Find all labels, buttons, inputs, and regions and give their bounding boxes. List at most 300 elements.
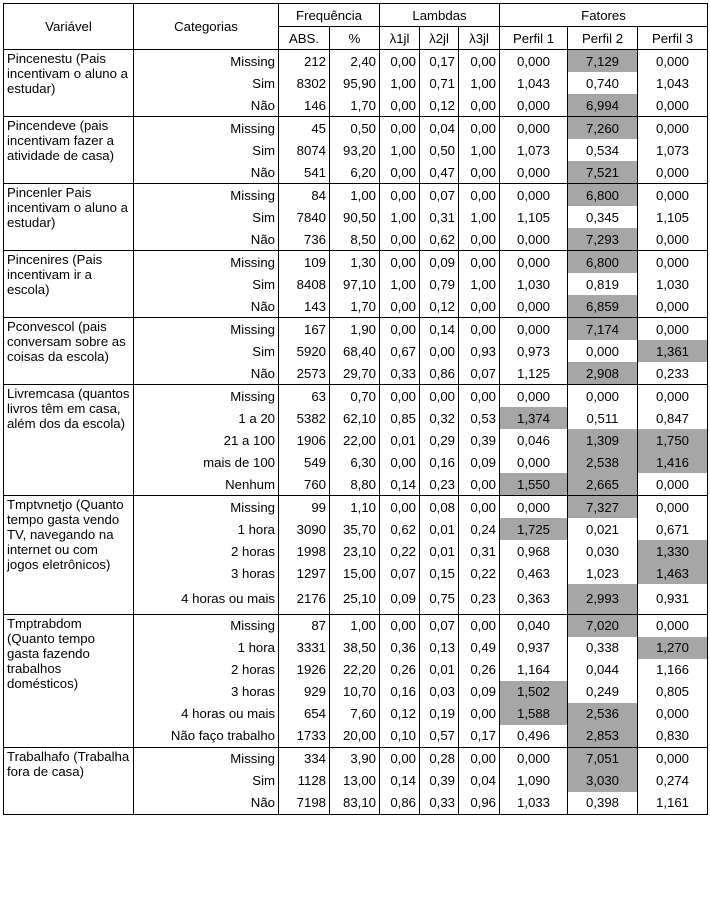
lambda1-cell: 0,14 bbox=[380, 770, 420, 792]
perfil1-cell: 0,000 bbox=[500, 50, 568, 73]
lambda2-cell: 0,01 bbox=[420, 540, 459, 562]
variable-name: Trabalhafo (Trabalha fora de casa) bbox=[4, 747, 134, 814]
lambda2-cell: 0,13 bbox=[420, 637, 459, 659]
abs-cell: 760 bbox=[279, 473, 330, 496]
category-cell: Missing bbox=[134, 385, 279, 408]
category-cell: 3 horas bbox=[134, 681, 279, 703]
pct-cell: 1,00 bbox=[330, 184, 380, 207]
abs-cell: 45 bbox=[279, 117, 330, 140]
perfil3-cell: 0,805 bbox=[656, 684, 690, 699]
category-cell: Missing bbox=[134, 184, 279, 207]
perfil2-cell: 7,020 bbox=[568, 614, 638, 637]
lambda1-cell: 1,00 bbox=[380, 139, 420, 161]
lambda3-cell: 0,00 bbox=[459, 473, 500, 496]
pct-cell: 22,00 bbox=[330, 429, 380, 451]
variable-group bbox=[4, 318, 708, 385]
perfil3-cell: 1,270 bbox=[638, 637, 708, 659]
abs-cell: 5920 bbox=[279, 340, 330, 362]
abs-cell: 3090 bbox=[279, 518, 330, 540]
perfil2-cell: 6,800 bbox=[568, 251, 638, 274]
category-cell: Não bbox=[134, 228, 279, 251]
lambda2-cell: 0,00 bbox=[420, 385, 459, 408]
category-cell: Não bbox=[134, 295, 279, 318]
perfil3-cell: 0,847 bbox=[656, 410, 690, 426]
header-perfil1: Perfil 1 bbox=[500, 27, 568, 50]
lambda1-cell: 0,00 bbox=[380, 228, 420, 251]
lambda3-cell: 0,00 bbox=[459, 385, 500, 408]
abs-cell: 541 bbox=[279, 161, 330, 184]
lambda2-cell: 0,86 bbox=[420, 362, 459, 385]
header-pct: % bbox=[330, 27, 380, 50]
table-row bbox=[4, 614, 708, 637]
perfil1-cell: 1,090 bbox=[500, 770, 568, 792]
perfil3-cell: 1,166 bbox=[656, 662, 690, 677]
lambda1-cell: 0,00 bbox=[380, 117, 420, 140]
pct-cell: 6,20 bbox=[330, 161, 380, 184]
perfil3-cell: 0,000 bbox=[638, 184, 708, 207]
lambda2-cell: 0,07 bbox=[420, 614, 459, 637]
lambda3-cell: 1,00 bbox=[459, 273, 500, 295]
lambda3-cell: 0,23 bbox=[459, 584, 500, 614]
abs-cell: 2573 bbox=[279, 362, 330, 385]
pct-cell: 2,40 bbox=[330, 50, 380, 73]
category-cell: Missing bbox=[134, 117, 279, 140]
perfil3-cell: 0,000 bbox=[638, 50, 708, 73]
perfil3-cell: 0,274 bbox=[656, 773, 690, 788]
category-cell: Não bbox=[134, 362, 279, 385]
lambda1-cell: 0,00 bbox=[380, 318, 420, 341]
lambda3-cell: 0,24 bbox=[459, 518, 500, 540]
lambda3-cell: 0,09 bbox=[459, 451, 500, 473]
perfil1-cell: 0,937 bbox=[500, 637, 568, 659]
perfil3-cell: 0,931 bbox=[656, 591, 690, 607]
lambda3-cell: 0,96 bbox=[459, 792, 500, 815]
lambda1-cell: 0,00 bbox=[380, 94, 420, 117]
variable-name: Pincenires (Pais incentivam ir a escola) bbox=[4, 251, 134, 318]
perfil1-cell: 1,374 bbox=[500, 407, 568, 429]
header-lambda2: λ2jl bbox=[420, 27, 459, 50]
abs-cell: 1998 bbox=[279, 540, 330, 562]
header-lambda3: λ3jl bbox=[459, 27, 500, 50]
perfil3-cell: 0,000 bbox=[656, 164, 690, 180]
lambda1-cell: 0,36 bbox=[380, 637, 420, 659]
pct-cell: 22,20 bbox=[330, 659, 380, 681]
perfil2-cell: 2,665 bbox=[568, 473, 638, 496]
pct-cell: 8,80 bbox=[330, 473, 380, 496]
perfil1-cell: 1,164 bbox=[500, 659, 568, 681]
perfil3-cell: 0,000 bbox=[656, 97, 690, 113]
abs-cell: 63 bbox=[279, 385, 330, 408]
pct-cell: 1,70 bbox=[330, 94, 380, 117]
category-cell: 4 horas ou mais bbox=[134, 703, 279, 725]
abs-cell: 87 bbox=[279, 614, 330, 637]
category-cell: Não faço trabalho bbox=[134, 725, 279, 748]
lambda3-cell: 0,00 bbox=[459, 295, 500, 318]
lambda3-cell: 0,07 bbox=[459, 362, 500, 385]
lambda2-cell: 0,50 bbox=[420, 139, 459, 161]
lambda2-cell: 0,12 bbox=[420, 94, 459, 117]
category-cell: Não bbox=[134, 94, 279, 117]
abs-cell: 167 bbox=[279, 318, 330, 341]
pct-cell: 29,70 bbox=[330, 362, 380, 385]
abs-cell: 1733 bbox=[279, 725, 330, 748]
perfil2-cell: 0,819 bbox=[568, 273, 638, 295]
table-row bbox=[4, 385, 708, 408]
perfil2-cell: 6,994 bbox=[568, 94, 638, 117]
lambda3-cell: 0,00 bbox=[459, 117, 500, 140]
perfil2-cell: 0,740 bbox=[568, 72, 638, 94]
lambda3-cell: 0,09 bbox=[459, 681, 500, 703]
perfil2-cell: 7,521 bbox=[568, 161, 638, 184]
lambda3-cell: 1,00 bbox=[459, 206, 500, 228]
perfil1-cell: 0,000 bbox=[500, 385, 568, 408]
perfil2-cell: 6,800 bbox=[568, 184, 638, 207]
abs-cell: 1128 bbox=[279, 770, 330, 792]
category-cell: Não bbox=[134, 161, 279, 184]
perfil1-cell: 1,073 bbox=[500, 139, 568, 161]
perfil2-cell: 0,000 bbox=[568, 385, 638, 408]
pct-cell: 95,90 bbox=[330, 72, 380, 94]
lambda2-cell: 0,71 bbox=[420, 72, 459, 94]
lambda2-cell: 0,09 bbox=[420, 251, 459, 274]
perfil1-cell: 0,000 bbox=[500, 496, 568, 519]
perfil3-cell: 1,361 bbox=[638, 340, 708, 362]
abs-cell: 3331 bbox=[279, 637, 330, 659]
lambda2-cell: 0,03 bbox=[420, 681, 459, 703]
perfil3-cell: 1,073 bbox=[656, 142, 690, 158]
pct-cell: 90,50 bbox=[330, 206, 380, 228]
lambda3-cell: 0,39 bbox=[459, 429, 500, 451]
lambda3-cell: 0,00 bbox=[459, 496, 500, 519]
perfil3-cell: 0,830 bbox=[656, 728, 690, 743]
abs-cell: 146 bbox=[279, 94, 330, 117]
perfil3-cell: 1,416 bbox=[638, 451, 708, 473]
perfil3-cell: 0,000 bbox=[638, 117, 708, 140]
lambda2-cell: 0,17 bbox=[420, 50, 459, 73]
perfil3-cell: 1,750 bbox=[638, 429, 708, 451]
abs-cell: 929 bbox=[279, 681, 330, 703]
perfil2-cell: 1,023 bbox=[568, 562, 638, 584]
category-cell: Sim bbox=[134, 273, 279, 295]
perfil1-cell: 0,463 bbox=[500, 562, 568, 584]
perfil3-cell: 1,463 bbox=[638, 562, 708, 584]
perfil2-cell: 7,260 bbox=[568, 117, 638, 140]
lambda1-cell: 0,00 bbox=[380, 295, 420, 318]
abs-cell: 8074 bbox=[279, 139, 330, 161]
perfil2-cell: 2,993 bbox=[568, 584, 638, 614]
lambda1-cell: 0,22 bbox=[380, 540, 420, 562]
perfil2-cell: 0,534 bbox=[568, 139, 638, 161]
perfil2-cell: 0,345 bbox=[568, 206, 638, 228]
perfil2-cell: 2,536 bbox=[568, 703, 638, 725]
perfil2-cell: 0,000 bbox=[568, 340, 638, 362]
perfil2-cell: 6,859 bbox=[568, 295, 638, 318]
perfil2-cell: 7,293 bbox=[568, 228, 638, 251]
lambda1-cell: 0,00 bbox=[380, 251, 420, 274]
category-cell: 1 hora bbox=[134, 518, 279, 540]
pct-cell: 7,60 bbox=[330, 703, 380, 725]
perfil2-cell: 0,398 bbox=[568, 792, 638, 815]
table-header bbox=[4, 4, 708, 50]
perfil1-cell: 1,030 bbox=[500, 273, 568, 295]
perfil2-cell: 3,030 bbox=[568, 770, 638, 792]
lambda2-cell: 0,15 bbox=[420, 562, 459, 584]
variable-name: Tmptrabdom (Quanto tempo gasta fazendo trabalhos domésticos) bbox=[4, 614, 134, 747]
variable-name: Pconvescol (pais conversam sobre as coisas da escola) bbox=[4, 318, 134, 385]
lambda1-cell: 0,00 bbox=[380, 747, 420, 770]
lambda2-cell: 0,01 bbox=[420, 659, 459, 681]
variable-name: Pincendeve (pais incentivam fazer a atividade de casa) bbox=[4, 117, 134, 184]
abs-cell: 109 bbox=[279, 251, 330, 274]
perfil1-cell: 0,046 bbox=[500, 429, 568, 451]
lambda3-cell: 0,00 bbox=[459, 50, 500, 73]
variable-group bbox=[4, 50, 708, 117]
lambda2-cell: 0,00 bbox=[420, 340, 459, 362]
abs-cell: 8302 bbox=[279, 72, 330, 94]
lambda1-cell: 0,00 bbox=[380, 50, 420, 73]
lambda1-cell: 0,01 bbox=[380, 429, 420, 451]
perfil1-cell: 0,000 bbox=[500, 161, 568, 184]
perfil1-cell: 0,040 bbox=[500, 614, 568, 637]
header-categorias: Categorias bbox=[134, 4, 279, 50]
perfil3-cell: 1,105 bbox=[656, 209, 690, 225]
pct-cell: 8,50 bbox=[330, 228, 380, 251]
lambda1-cell: 0,14 bbox=[380, 473, 420, 496]
perfil1-cell: 0,000 bbox=[500, 747, 568, 770]
lambda2-cell: 0,04 bbox=[420, 117, 459, 140]
table-row bbox=[4, 184, 708, 207]
lambda1-cell: 0,09 bbox=[380, 584, 420, 614]
pct-cell: 83,10 bbox=[330, 792, 380, 815]
lambda2-cell: 0,14 bbox=[420, 318, 459, 341]
variable-name: Pincenler Pais incentivam o aluno a estudar) bbox=[4, 184, 134, 251]
perfil1-cell: 0,000 bbox=[500, 94, 568, 117]
category-cell: Nenhum bbox=[134, 473, 279, 496]
lambda1-cell: 0,85 bbox=[380, 407, 420, 429]
lambda1-cell: 1,00 bbox=[380, 206, 420, 228]
lambda3-cell: 0,00 bbox=[459, 318, 500, 341]
perfil2-cell: 2,908 bbox=[568, 362, 638, 385]
perfil2-cell: 7,174 bbox=[568, 318, 638, 341]
perfil1-cell: 1,550 bbox=[500, 473, 568, 496]
perfil3-cell: 1,043 bbox=[656, 75, 690, 91]
perfil2-cell: 0,511 bbox=[568, 407, 638, 429]
perfil3-cell: 0,000 bbox=[656, 476, 690, 492]
category-cell: 3 horas bbox=[134, 562, 279, 584]
category-cell: 1 a 20 bbox=[134, 407, 279, 429]
abs-cell: 334 bbox=[279, 747, 330, 770]
perfil2-cell: 0,249 bbox=[568, 681, 638, 703]
header-perfil3: Perfil 3 bbox=[652, 30, 694, 46]
lambda2-cell: 0,32 bbox=[420, 407, 459, 429]
header-perfil2: Perfil 2 bbox=[568, 27, 638, 50]
header-abs: ABS. bbox=[279, 27, 330, 50]
abs-cell: 212 bbox=[279, 50, 330, 73]
perfil2-cell: 0,030 bbox=[568, 540, 638, 562]
abs-cell: 654 bbox=[279, 703, 330, 725]
abs-cell: 99 bbox=[279, 496, 330, 519]
abs-cell: 1926 bbox=[279, 659, 330, 681]
pct-cell: 1,10 bbox=[330, 496, 380, 519]
abs-cell: 1906 bbox=[279, 429, 330, 451]
table-row bbox=[4, 747, 708, 770]
variable-name: Livremcasa (quantos livros têm em casa, além dos da escola) bbox=[4, 385, 134, 496]
perfil3-cell: 0,233 bbox=[656, 365, 690, 381]
pct-cell: 15,00 bbox=[330, 562, 380, 584]
perfil1-cell: 0,000 bbox=[500, 117, 568, 140]
lambda2-cell: 0,08 bbox=[420, 496, 459, 519]
lambda3-cell: 0,93 bbox=[459, 340, 500, 362]
perfil3-cell: 0,000 bbox=[638, 747, 708, 770]
lambda2-cell: 0,39 bbox=[420, 770, 459, 792]
perfil3-cell: 1,330 bbox=[638, 540, 708, 562]
table-row bbox=[4, 251, 708, 274]
lambda2-cell: 0,33 bbox=[420, 792, 459, 815]
perfil3-cell: 0,000 bbox=[638, 614, 708, 637]
lambda3-cell: 0,00 bbox=[459, 228, 500, 251]
lambda2-cell: 0,12 bbox=[420, 295, 459, 318]
perfil2-cell: 0,338 bbox=[568, 637, 638, 659]
perfil1-cell: 0,000 bbox=[500, 184, 568, 207]
lambda3-cell: 0,04 bbox=[459, 770, 500, 792]
perfil3-cell: 0,000 bbox=[638, 251, 708, 274]
variable-group bbox=[4, 385, 708, 496]
perfil1-cell: 0,363 bbox=[500, 584, 568, 614]
perfil2-cell: 7,051 bbox=[568, 747, 638, 770]
perfil1-cell: 1,105 bbox=[500, 206, 568, 228]
lambda1-cell: 0,00 bbox=[380, 496, 420, 519]
lambda2-cell: 0,19 bbox=[420, 703, 459, 725]
lambda1-cell: 0,67 bbox=[380, 340, 420, 362]
header-frequencia: Frequência bbox=[279, 4, 380, 27]
lambda2-cell: 0,79 bbox=[420, 273, 459, 295]
perfil2-cell: 0,044 bbox=[568, 659, 638, 681]
pct-cell: 3,90 bbox=[330, 747, 380, 770]
pct-cell: 20,00 bbox=[330, 725, 380, 748]
variable-group bbox=[4, 614, 708, 747]
perfil1-cell: 0,000 bbox=[500, 451, 568, 473]
lambda3-cell: 0,00 bbox=[459, 251, 500, 274]
perfil3-cell: 1,161 bbox=[656, 795, 690, 810]
category-cell: 2 horas bbox=[134, 540, 279, 562]
pct-cell: 35,70 bbox=[330, 518, 380, 540]
perfil3-cell: 1,030 bbox=[656, 276, 690, 292]
lambda1-cell: 0,00 bbox=[380, 161, 420, 184]
perfil1-cell: 0,000 bbox=[500, 295, 568, 318]
perfil3-cell: 0,000 bbox=[656, 706, 690, 721]
lambda2-cell: 0,47 bbox=[420, 161, 459, 184]
perfil1-cell: 0,000 bbox=[500, 318, 568, 341]
category-cell: Sim bbox=[134, 340, 279, 362]
pct-cell: 97,10 bbox=[330, 273, 380, 295]
lambda2-cell: 0,07 bbox=[420, 184, 459, 207]
lambda2-cell: 0,28 bbox=[420, 747, 459, 770]
pct-cell: 23,10 bbox=[330, 540, 380, 562]
perfil1-cell: 0,496 bbox=[500, 725, 568, 748]
perfil1-cell: 0,973 bbox=[500, 340, 568, 362]
table-row bbox=[4, 117, 708, 140]
category-cell: Sim bbox=[134, 139, 279, 161]
header-variavel: Variável bbox=[4, 4, 134, 50]
lambda3-cell: 0,49 bbox=[459, 637, 500, 659]
lambda3-cell: 0,00 bbox=[459, 703, 500, 725]
pct-cell: 93,20 bbox=[330, 139, 380, 161]
lambda1-cell: 1,00 bbox=[380, 72, 420, 94]
lambda2-cell: 0,62 bbox=[420, 228, 459, 251]
category-cell: 21 a 100 bbox=[134, 429, 279, 451]
category-cell: Missing bbox=[134, 614, 279, 637]
lambda3-cell: 1,00 bbox=[459, 72, 500, 94]
lambda3-cell: 0,31 bbox=[459, 540, 500, 562]
variable-name: Tmptvnetjo (Quanto tempo gasta vendo TV, navegando na internet ou com jogos eletrônicos) bbox=[4, 496, 134, 615]
lambda1-cell: 1,00 bbox=[380, 273, 420, 295]
lambda3-cell: 0,00 bbox=[459, 184, 500, 207]
category-cell: mais de 100 bbox=[134, 451, 279, 473]
perfil2-cell: 7,327 bbox=[568, 496, 638, 519]
lambda1-cell: 0,16 bbox=[380, 681, 420, 703]
lambda1-cell: 0,33 bbox=[380, 362, 420, 385]
pct-cell: 38,50 bbox=[330, 637, 380, 659]
perfil3-cell: 0,000 bbox=[656, 298, 690, 314]
abs-cell: 1297 bbox=[279, 562, 330, 584]
category-cell: Sim bbox=[134, 206, 279, 228]
variable-group bbox=[4, 496, 708, 615]
lambda3-cell: 0,00 bbox=[459, 614, 500, 637]
pct-cell: 68,40 bbox=[330, 340, 380, 362]
perfil3-cell: 0,000 bbox=[638, 385, 708, 408]
lambda3-cell: 0,00 bbox=[459, 747, 500, 770]
header-lambdas: Lambdas bbox=[380, 4, 500, 27]
lambda2-cell: 0,29 bbox=[420, 429, 459, 451]
lambda3-cell: 0,00 bbox=[459, 161, 500, 184]
pct-cell: 1,00 bbox=[330, 614, 380, 637]
perfil1-cell: 1,725 bbox=[500, 518, 568, 540]
abs-cell: 2176 bbox=[279, 584, 330, 614]
abs-cell: 143 bbox=[279, 295, 330, 318]
perfil1-cell: 1,588 bbox=[500, 703, 568, 725]
perfil3-cell: 0,000 bbox=[638, 318, 708, 341]
category-cell: Missing bbox=[134, 318, 279, 341]
perfil2-cell: 2,538 bbox=[568, 451, 638, 473]
lambda3-cell: 0,17 bbox=[459, 725, 500, 748]
category-cell: Missing bbox=[134, 251, 279, 274]
lambda2-cell: 0,23 bbox=[420, 473, 459, 496]
pct-cell: 0,70 bbox=[330, 385, 380, 408]
pct-cell: 62,10 bbox=[330, 407, 380, 429]
perfil2-cell: 1,309 bbox=[568, 429, 638, 451]
perfil3-cell: 0,000 bbox=[656, 231, 690, 247]
perfil1-cell: 0,968 bbox=[500, 540, 568, 562]
abs-cell: 736 bbox=[279, 228, 330, 251]
variable-group bbox=[4, 251, 708, 318]
perfil1-cell: 1,125 bbox=[500, 362, 568, 385]
abs-cell: 5382 bbox=[279, 407, 330, 429]
category-cell: Missing bbox=[134, 496, 279, 519]
lambda1-cell: 0,62 bbox=[380, 518, 420, 540]
category-cell: Missing bbox=[134, 747, 279, 770]
perfil1-cell: 1,033 bbox=[500, 792, 568, 815]
category-cell: Não bbox=[134, 792, 279, 815]
perfil3-cell: 0,000 bbox=[638, 496, 708, 519]
lambda2-cell: 0,75 bbox=[420, 584, 459, 614]
lambda2-cell: 0,01 bbox=[420, 518, 459, 540]
perfil1-cell: 0,000 bbox=[500, 228, 568, 251]
perfil3-cell: 0,671 bbox=[656, 521, 690, 537]
pct-cell: 1,30 bbox=[330, 251, 380, 274]
pct-cell: 1,70 bbox=[330, 295, 380, 318]
pct-cell: 25,10 bbox=[330, 584, 380, 614]
perfil2-cell: 7,129 bbox=[568, 50, 638, 73]
